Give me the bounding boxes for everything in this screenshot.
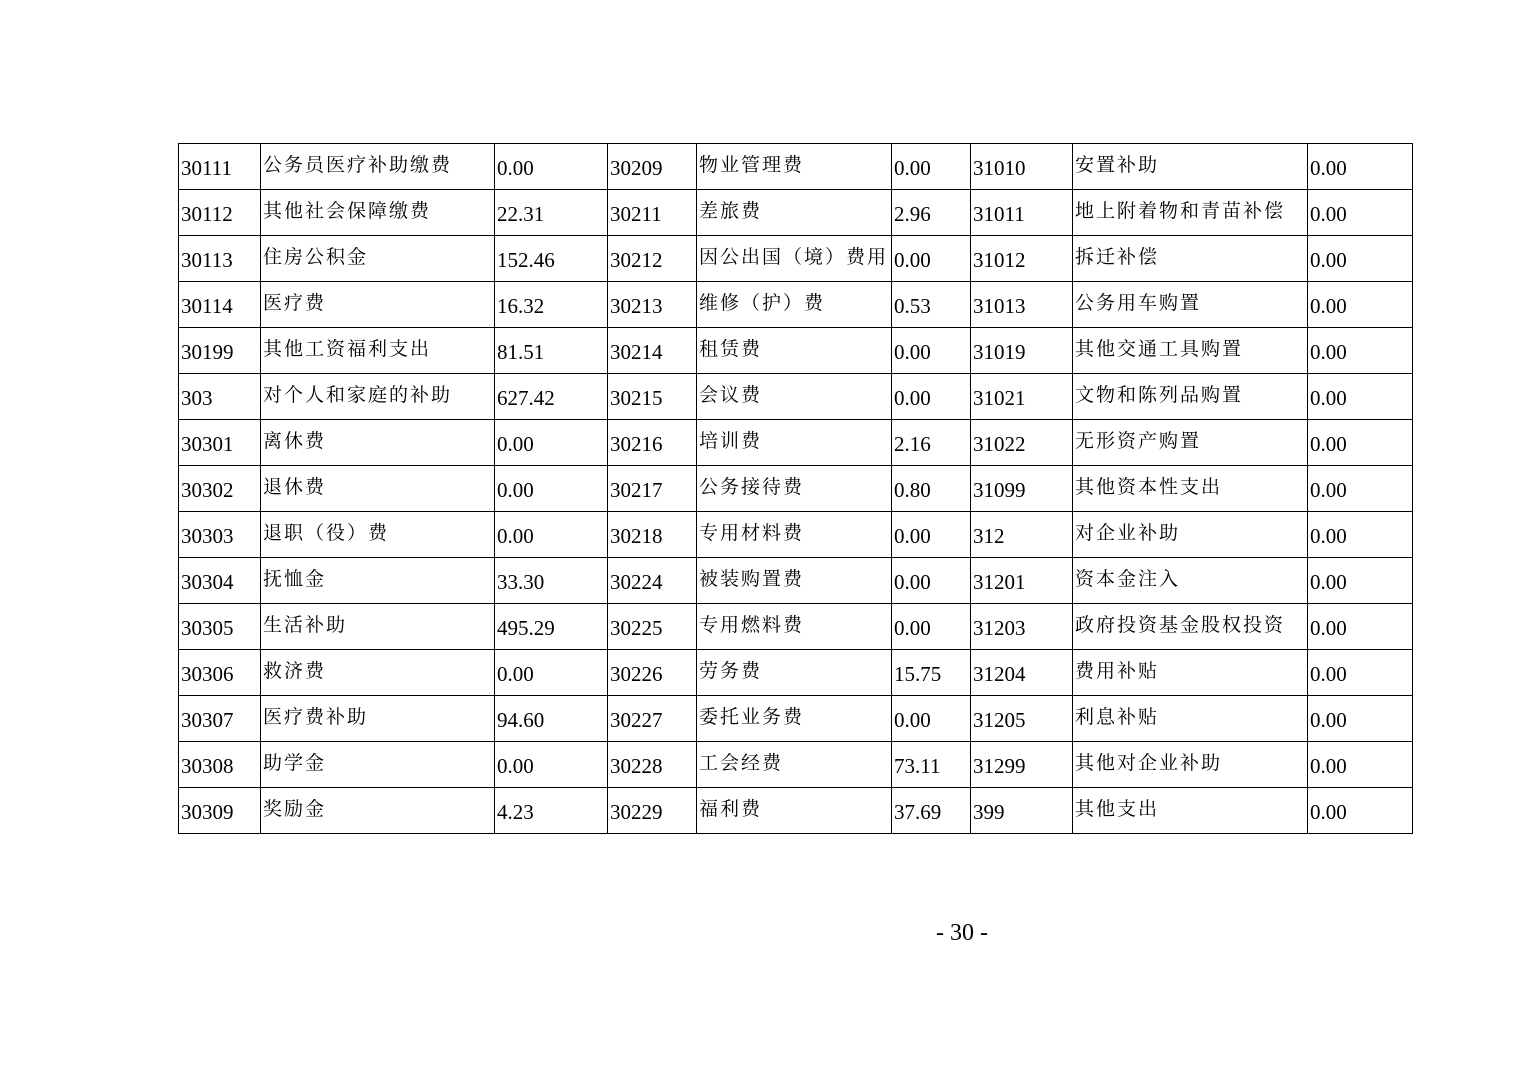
table-cell-item-code: 30228	[608, 742, 697, 788]
table-cell-item-code: 31012	[971, 236, 1073, 282]
table-row	[179, 650, 1413, 696]
table-cell-item-amount: 0.00	[1308, 742, 1413, 788]
table-cell-item-amount: 73.11	[892, 742, 971, 788]
table-cell-item-amount: 0.00	[1308, 282, 1413, 328]
table-cell-item-amount: 0.00	[1308, 696, 1413, 742]
table-cell-item-code: 31021	[971, 374, 1073, 420]
table-cell-item-code: 303	[179, 374, 261, 420]
page-number: - 30 -	[936, 920, 988, 946]
table-cell-item-name: 对企业补助	[1073, 512, 1308, 558]
table-cell-item-code: 30215	[608, 374, 697, 420]
table-cell-item-code: 30307	[179, 696, 261, 742]
table-cell-item-name: 医疗费	[261, 282, 495, 328]
table-cell-item-name: 文物和陈列品购置	[1073, 374, 1308, 420]
table-cell-item-amount: 0.00	[1308, 328, 1413, 374]
table-cell-item-amount: 0.00	[892, 512, 971, 558]
table-cell-item-code: 30217	[608, 466, 697, 512]
table-cell-item-code: 30308	[179, 742, 261, 788]
table-row	[179, 144, 1413, 190]
table-cell-item-code: 30213	[608, 282, 697, 328]
table-cell-item-code: 30305	[179, 604, 261, 650]
table-cell-item-code: 31299	[971, 742, 1073, 788]
table-cell-item-name: 费用补贴	[1073, 650, 1308, 696]
table-cell-item-code: 31010	[971, 144, 1073, 190]
table-cell-item-code: 30212	[608, 236, 697, 282]
table-cell-item-code: 30224	[608, 558, 697, 604]
table-cell-item-amount: 0.00	[892, 236, 971, 282]
table-cell-item-amount: 0.00	[495, 420, 608, 466]
table-cell-item-name: 物业管理费	[697, 144, 892, 190]
table-cell-item-name: 委托业务费	[697, 696, 892, 742]
table-cell-item-amount: 152.46	[495, 236, 608, 282]
table-cell-item-name: 医疗费补助	[261, 696, 495, 742]
table-cell-item-code: 30229	[608, 788, 697, 834]
table-cell-item-name: 生活补助	[261, 604, 495, 650]
table-cell-item-name: 住房公积金	[261, 236, 495, 282]
table-cell-item-code: 30112	[179, 190, 261, 236]
table-cell-item-amount: 2.96	[892, 190, 971, 236]
table-row	[179, 466, 1413, 512]
table-cell-item-name: 公务用车购置	[1073, 282, 1308, 328]
table-row	[179, 558, 1413, 604]
table-cell-item-amount: 0.80	[892, 466, 971, 512]
table-cell-item-code: 399	[971, 788, 1073, 834]
table-cell-item-code: 30301	[179, 420, 261, 466]
table-cell-item-amount: 0.00	[495, 144, 608, 190]
table-row	[179, 420, 1413, 466]
table-cell-item-amount: 0.00	[495, 466, 608, 512]
table-cell-item-code: 30306	[179, 650, 261, 696]
table-cell-item-code: 30227	[608, 696, 697, 742]
table-cell-item-amount: 2.16	[892, 420, 971, 466]
table-cell-item-name: 其他对企业补助	[1073, 742, 1308, 788]
table-cell-item-amount: 0.00	[892, 604, 971, 650]
table-cell-item-code: 30302	[179, 466, 261, 512]
table-cell-item-amount: 0.00	[892, 558, 971, 604]
table-row	[179, 282, 1413, 328]
table-cell-item-name: 对个人和家庭的补助	[261, 374, 495, 420]
table-cell-item-name: 抚恤金	[261, 558, 495, 604]
table-cell-item-amount: 0.00	[1308, 558, 1413, 604]
table-cell-item-code: 30199	[179, 328, 261, 374]
table-cell-item-amount: 0.00	[892, 328, 971, 374]
table-cell-item-code: 30225	[608, 604, 697, 650]
table-cell-item-amount: 94.60	[495, 696, 608, 742]
table-cell-item-code: 31099	[971, 466, 1073, 512]
table-cell-item-code: 30216	[608, 420, 697, 466]
table-cell-item-amount: 0.00	[1308, 788, 1413, 834]
table-cell-item-code: 31204	[971, 650, 1073, 696]
table-cell-item-name: 安置补助	[1073, 144, 1308, 190]
table-cell-item-name: 培训费	[697, 420, 892, 466]
table-cell-item-code: 30113	[179, 236, 261, 282]
table-cell-item-code: 30304	[179, 558, 261, 604]
table-cell-item-name: 公务接待费	[697, 466, 892, 512]
table-cell-item-amount: 33.30	[495, 558, 608, 604]
table-cell-item-code: 30303	[179, 512, 261, 558]
table-cell-item-name: 专用材料费	[697, 512, 892, 558]
table-cell-item-name: 工会经费	[697, 742, 892, 788]
table-cell-item-amount: 81.51	[495, 328, 608, 374]
table-cell-item-code: 31201	[971, 558, 1073, 604]
table-cell-item-amount: 0.00	[495, 650, 608, 696]
table-row	[179, 328, 1413, 374]
table-cell-item-amount: 37.69	[892, 788, 971, 834]
table-cell-item-amount: 0.00	[1308, 512, 1413, 558]
table-cell-item-amount: 0.00	[1308, 420, 1413, 466]
table-cell-item-code: 30214	[608, 328, 697, 374]
table-cell-item-amount: 0.00	[495, 512, 608, 558]
table-cell-item-name: 其他支出	[1073, 788, 1308, 834]
table-cell-item-name: 因公出国（境）费用	[697, 236, 892, 282]
table-cell-item-name: 助学金	[261, 742, 495, 788]
table-cell-item-name: 差旅费	[697, 190, 892, 236]
table-cell-item-code: 312	[971, 512, 1073, 558]
table-row	[179, 512, 1413, 558]
table-cell-item-name: 其他交通工具购置	[1073, 328, 1308, 374]
table-cell-item-amount: 0.00	[892, 696, 971, 742]
table-cell-item-amount: 4.23	[495, 788, 608, 834]
table-cell-item-name: 利息补贴	[1073, 696, 1308, 742]
table-cell-item-name: 地上附着物和青苗补偿	[1073, 190, 1308, 236]
table-cell-item-amount: 0.00	[495, 742, 608, 788]
table-cell-item-amount: 0.00	[1308, 466, 1413, 512]
table-cell-item-name: 福利费	[697, 788, 892, 834]
table-cell-item-code: 30218	[608, 512, 697, 558]
table-cell-item-code: 30111	[179, 144, 261, 190]
table-cell-item-amount: 0.00	[1308, 190, 1413, 236]
table-cell-item-name: 退职（役）费	[261, 512, 495, 558]
table-cell-item-name: 离休费	[261, 420, 495, 466]
table-cell-item-code: 31022	[971, 420, 1073, 466]
table-cell-item-name: 无形资产购置	[1073, 420, 1308, 466]
table-cell-item-code: 31013	[971, 282, 1073, 328]
table-cell-item-amount: 0.00	[1308, 604, 1413, 650]
table-cell-item-name: 租赁费	[697, 328, 892, 374]
table-cell-item-name: 公务员医疗补助缴费	[261, 144, 495, 190]
table-cell-item-code: 31205	[971, 696, 1073, 742]
table-cell-item-code: 30209	[608, 144, 697, 190]
table-cell-item-name: 拆迁补偿	[1073, 236, 1308, 282]
table-cell-item-name: 其他工资福利支出	[261, 328, 495, 374]
table-cell-item-code: 31011	[971, 190, 1073, 236]
table-row	[179, 604, 1413, 650]
table-cell-item-code: 30211	[608, 190, 697, 236]
table-cell-item-name: 其他社会保障缴费	[261, 190, 495, 236]
table-cell-item-name: 资本金注入	[1073, 558, 1308, 604]
table-row	[179, 742, 1413, 788]
table-cell-item-amount: 0.00	[892, 374, 971, 420]
table-cell-item-amount: 0.00	[892, 144, 971, 190]
table-cell-item-amount: 0.53	[892, 282, 971, 328]
table-cell-item-code: 31019	[971, 328, 1073, 374]
table-row	[179, 190, 1413, 236]
table-cell-item-amount: 0.00	[1308, 650, 1413, 696]
table-cell-item-name: 维修（护）费	[697, 282, 892, 328]
table-row	[179, 788, 1413, 834]
table-cell-item-amount: 627.42	[495, 374, 608, 420]
table-cell-item-name: 其他资本性支出	[1073, 466, 1308, 512]
table-cell-item-code: 30114	[179, 282, 261, 328]
table-row	[179, 696, 1413, 742]
table-cell-item-name: 会议费	[697, 374, 892, 420]
table-cell-item-name: 政府投资基金股权投资	[1073, 604, 1308, 650]
table-row	[179, 236, 1413, 282]
table-cell-item-name: 专用燃料费	[697, 604, 892, 650]
table-cell-item-code: 31203	[971, 604, 1073, 650]
table-cell-item-name: 劳务费	[697, 650, 892, 696]
table-cell-item-name: 退休费	[261, 466, 495, 512]
table-cell-item-amount: 22.31	[495, 190, 608, 236]
table-cell-item-name: 救济费	[261, 650, 495, 696]
table-cell-item-amount: 0.00	[1308, 374, 1413, 420]
table-cell-item-amount: 15.75	[892, 650, 971, 696]
budget-table-body	[179, 144, 1413, 834]
table-cell-item-name: 被装购置费	[697, 558, 892, 604]
table-cell-item-amount: 495.29	[495, 604, 608, 650]
table-cell-item-amount: 0.00	[1308, 144, 1413, 190]
table-cell-item-amount: 0.00	[1308, 236, 1413, 282]
table-row	[179, 374, 1413, 420]
table-cell-item-code: 30309	[179, 788, 261, 834]
table-cell-item-name: 奖励金	[261, 788, 495, 834]
table-cell-item-code: 30226	[608, 650, 697, 696]
table-cell-item-amount: 16.32	[495, 282, 608, 328]
budget-table	[178, 143, 1413, 834]
